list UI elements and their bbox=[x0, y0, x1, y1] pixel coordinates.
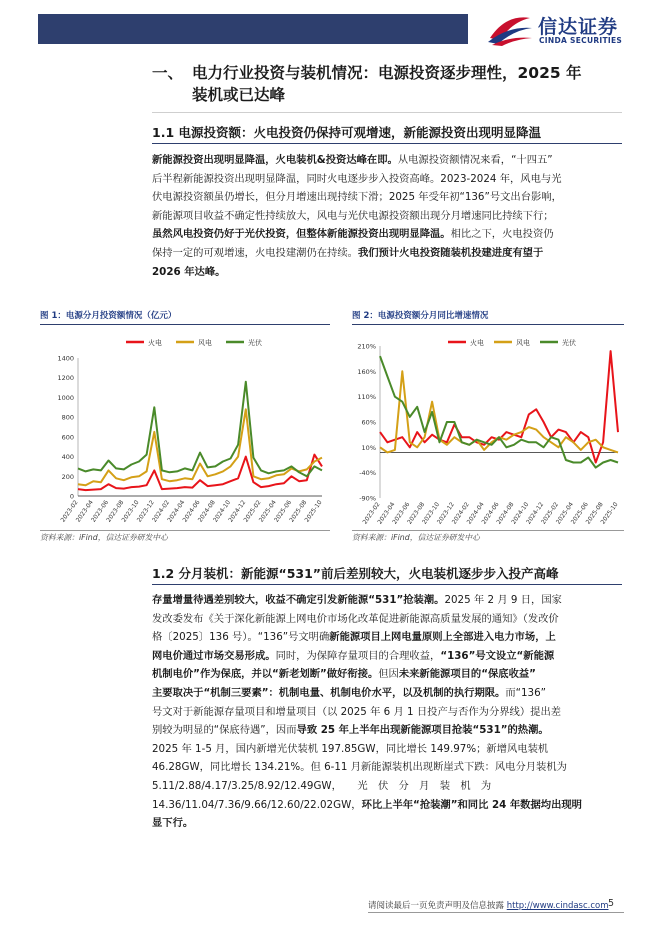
x-tick-label: 2024-06 bbox=[480, 501, 501, 526]
y-tick-label: 60% bbox=[361, 418, 376, 427]
text-run: 别较为明显的“保底待遇”，因而 bbox=[152, 724, 297, 737]
legend-label: 光伏 bbox=[562, 339, 576, 347]
y-tick-label: 1200 bbox=[57, 374, 74, 383]
x-tick-label: 2025-08 bbox=[288, 499, 309, 524]
text-run: 2025 年 1-5 月，国内新增光伏装机 197.85GW，同比增长 149.97%；新增风电装机 bbox=[152, 742, 549, 755]
text-run: 发改委发布《关于深化新能源上网电价市场化改革促进新能源高质量发展的通知》（发改价 bbox=[152, 612, 559, 625]
y-tick-label: 200 bbox=[61, 472, 74, 481]
paragraph-line bbox=[152, 610, 618, 629]
text-run: 伏电源投资额虽仍增长，但分月增速出现持续下滑；2025 年受年初“136”号文出台影响， bbox=[152, 191, 562, 204]
bold-text: “136”号文设立“新能源 bbox=[440, 649, 555, 662]
x-tick-label: 2023-02 bbox=[59, 499, 80, 524]
paragraph-line bbox=[152, 684, 618, 703]
x-tick-label: 2024-02 bbox=[450, 501, 471, 526]
text-run: 5.11/2.88/4.17/3.25/8.92/12.49GW， 光 伏 分 月 装 机 为 bbox=[152, 779, 492, 792]
x-tick-label: 2023-02 bbox=[361, 501, 382, 526]
x-tick-label: 2025-06 bbox=[569, 501, 590, 526]
bold-text: 机制电价”作为保底，并以“新老划断”做好衔接。 bbox=[152, 668, 379, 681]
bold-text: 主要取决于“机制三要素”：机制电量、机制电价水平，以及机制的执行期限。 bbox=[152, 686, 506, 699]
y-tick-label: 160% bbox=[357, 367, 376, 376]
section-title-line1: 电力行业投资与装机情况：电源投资逐步理性，2025 年 bbox=[192, 64, 582, 82]
subsection-2-divider bbox=[152, 584, 622, 585]
page-number: 5 bbox=[608, 898, 615, 909]
x-tick-label: 2024-10 bbox=[212, 499, 233, 524]
header-band bbox=[38, 14, 468, 44]
y-tick-label: 110% bbox=[357, 393, 376, 402]
footer-disclaimer-text: 请阅读最后一页免责声明及信息披露 bbox=[368, 901, 505, 911]
text-run: 新能源项目收益不确定性持续放大，风电与光伏电源投资额出现分月增速同比持续下行； bbox=[152, 209, 554, 222]
paragraph-line bbox=[152, 721, 618, 740]
legend-label: 光伏 bbox=[248, 339, 262, 347]
series-line-光伏 bbox=[380, 356, 618, 468]
figure-1-source: 资料来源：iFind，信达证券研发中心 bbox=[40, 533, 168, 542]
paragraph-line bbox=[152, 151, 618, 170]
paragraph-line bbox=[152, 207, 618, 226]
bold-text: 未来新能源项目的“保底收益” bbox=[398, 668, 536, 681]
subsection-1-paragraph bbox=[152, 151, 618, 281]
x-tick-label: 2023-04 bbox=[376, 501, 397, 526]
text-run: 号文对于新能源存量项目和增量项目（以 2025 年 6 月 1 日投产与否作为分界线）提出差 bbox=[152, 705, 562, 718]
x-tick-label: 2024-06 bbox=[181, 499, 202, 524]
bold-text: 显下行。 bbox=[152, 817, 194, 830]
cinda-logo-icon bbox=[486, 12, 534, 46]
y-tick-label: -40% bbox=[359, 469, 376, 478]
x-tick-label: 2024-08 bbox=[196, 499, 217, 524]
figure-2-bottom-rule bbox=[352, 530, 624, 531]
x-tick-label: 2023-08 bbox=[406, 501, 427, 526]
text-run: 2025 年 2 月 9 日，国家 bbox=[444, 594, 562, 606]
subsection-2-paragraph bbox=[152, 591, 618, 833]
section-divider bbox=[152, 112, 622, 113]
figure-2-top-rule bbox=[352, 324, 624, 325]
figure-1-chart bbox=[40, 328, 330, 528]
x-tick-label: 2024-12 bbox=[227, 499, 248, 524]
figure-2-title: 图 2：电源投资额分月同比增速情况 bbox=[352, 311, 489, 321]
y-tick-label: -90% bbox=[359, 494, 376, 503]
x-tick-label: 2025-02 bbox=[242, 499, 263, 524]
figure-2-chart bbox=[352, 328, 624, 528]
x-tick-label: 2024-04 bbox=[166, 499, 187, 524]
logo-english: CINDA SECURITIES bbox=[539, 36, 623, 45]
paragraph-line bbox=[152, 591, 618, 610]
x-tick-label: 2023-12 bbox=[435, 501, 457, 526]
section-number: 一、 bbox=[152, 64, 184, 82]
paragraph-line bbox=[152, 814, 618, 833]
y-tick-label: 1400 bbox=[57, 354, 74, 363]
bold-text: 新能源投资出现明显降温，火电装机&投资达峰在即。 bbox=[152, 154, 398, 166]
text-run: 从电源投资额情况来看，“十四五” bbox=[397, 154, 553, 166]
section-heading bbox=[152, 62, 622, 106]
y-tick-label: 400 bbox=[61, 453, 74, 462]
x-tick-label: 2025-04 bbox=[554, 501, 576, 526]
series-line-光伏 bbox=[78, 382, 322, 477]
x-tick-label: 2025-02 bbox=[540, 501, 561, 526]
footer-rule bbox=[368, 912, 624, 913]
x-tick-label: 2023-08 bbox=[105, 499, 126, 524]
paragraph-line bbox=[152, 740, 618, 759]
paragraph-line bbox=[152, 188, 618, 207]
x-tick-label: 2023-10 bbox=[120, 499, 141, 524]
paragraph-line bbox=[152, 758, 618, 777]
x-tick-label: 2025-10 bbox=[599, 501, 620, 526]
bold-text: 导致 25 年上半年出现新能源项目抢装“531”的热潮。 bbox=[296, 724, 549, 737]
bold-text: 网电价通过市场交易形成。 bbox=[152, 649, 276, 662]
x-tick-label: 2025-10 bbox=[303, 499, 324, 524]
paragraph-line bbox=[152, 796, 618, 815]
paragraph-line bbox=[152, 777, 618, 796]
y-tick-label: 1000 bbox=[57, 393, 74, 402]
bold-text: 我们预计火电投资随装机投建进度有望于 bbox=[357, 246, 544, 259]
subsection-1-title: 1.1 电源投资额：火电投资仍保持可观增速，新能源投资出现明显降温 bbox=[152, 125, 541, 140]
x-tick-label: 2024-04 bbox=[465, 501, 486, 526]
footer-website-link[interactable]: http://www.cindasc.com bbox=[506, 901, 609, 911]
subsection-2-title: 1.2 分月装机：新能源“531”前后差别较大，火电装机逐步步入投产高峰 bbox=[152, 566, 559, 581]
paragraph-line bbox=[152, 244, 618, 263]
x-tick-label: 2025-04 bbox=[257, 499, 278, 524]
x-tick-label: 2023-10 bbox=[421, 501, 442, 526]
paragraph-line bbox=[152, 647, 618, 666]
x-tick-label: 2024-10 bbox=[510, 501, 531, 526]
logo-chinese: 信达证券 bbox=[538, 16, 619, 38]
text-run: 而“136” bbox=[505, 686, 546, 699]
figure-1-top-rule bbox=[40, 324, 330, 325]
company-logo bbox=[486, 12, 636, 48]
bold-text: 新能源项目上网电量原则上全部进入电力市场，上 bbox=[329, 631, 556, 644]
x-tick-label: 2023-12 bbox=[135, 499, 156, 524]
x-tick-label: 2025-08 bbox=[584, 501, 605, 526]
paragraph-line bbox=[152, 263, 618, 282]
subsection-1-divider bbox=[152, 143, 622, 144]
text-run: 格〔2025〕136 号）。“136”号文明确 bbox=[152, 631, 330, 644]
text-run: 保持一定的可观增速，火电投建潮仍在持续。 bbox=[152, 246, 358, 259]
x-tick-label: 2023-06 bbox=[391, 501, 412, 526]
x-tick-label: 2024-02 bbox=[151, 499, 172, 524]
figure-1-bottom-rule bbox=[40, 530, 330, 531]
text-run: 46.28GW，同比增长 134.21%。但 6-11 月新能源装机出现断崖式下跌：风电分月装机为 bbox=[152, 761, 567, 774]
legend-label: 火电 bbox=[470, 339, 484, 347]
legend-label: 火电 bbox=[148, 339, 162, 347]
bold-text: 虽然风电投资仍好于光伏投资，但整体新能源投资出现明显降温。 bbox=[152, 228, 451, 241]
legend-label: 风电 bbox=[516, 339, 530, 347]
y-tick-label: 10% bbox=[361, 443, 376, 452]
legend-label: 风电 bbox=[198, 339, 212, 347]
x-tick-label: 2024-08 bbox=[495, 501, 516, 526]
text-run: 但因 bbox=[378, 668, 399, 681]
series-line-风电 bbox=[78, 409, 322, 485]
section-title-line2: 装机或已达峰 bbox=[192, 86, 286, 104]
bold-text: 2026 年达峰。 bbox=[152, 265, 226, 278]
text-run: 相比之下，火电投资仍 bbox=[450, 228, 554, 241]
bold-text: 环比上半年“抢装潮”和同比 24 年数据均出现明 bbox=[361, 798, 582, 811]
text-run: 后半程新能源投资出现明显降温，同时火电逐步步入投资高峰。2023-2024 年，风电与光 bbox=[152, 172, 562, 185]
y-tick-label: 210% bbox=[357, 342, 376, 351]
text-run: 同时，为保障存量项目的合理收益， bbox=[275, 649, 441, 662]
x-tick-label: 2024-12 bbox=[525, 501, 546, 526]
figure-2-source: 资料来源：iFind，信达证券研发中心 bbox=[352, 533, 480, 542]
y-tick-label: 800 bbox=[61, 413, 74, 422]
figure-1-title: 图 1：电源分月投资额情况（亿元） bbox=[40, 311, 177, 321]
paragraph-line bbox=[152, 225, 618, 244]
y-tick-label: 0 bbox=[69, 492, 74, 501]
paragraph-line bbox=[152, 665, 618, 684]
y-tick-label: 600 bbox=[61, 433, 74, 442]
text-run: 14.36/11.04/7.36/9.66/12.60/22.02GW， bbox=[152, 798, 362, 811]
x-tick-label: 2023-06 bbox=[90, 499, 111, 524]
bold-text: 存量增量待遇差别较大，收益不确定引发新能源“531”抢装潮。 bbox=[152, 594, 445, 606]
paragraph-line bbox=[152, 703, 618, 722]
footer-disclaimer bbox=[368, 899, 609, 911]
paragraph-line bbox=[152, 628, 618, 647]
paragraph-line bbox=[152, 170, 618, 189]
x-tick-label: 2025-06 bbox=[273, 499, 294, 524]
x-tick-label: 2023-04 bbox=[74, 499, 95, 524]
